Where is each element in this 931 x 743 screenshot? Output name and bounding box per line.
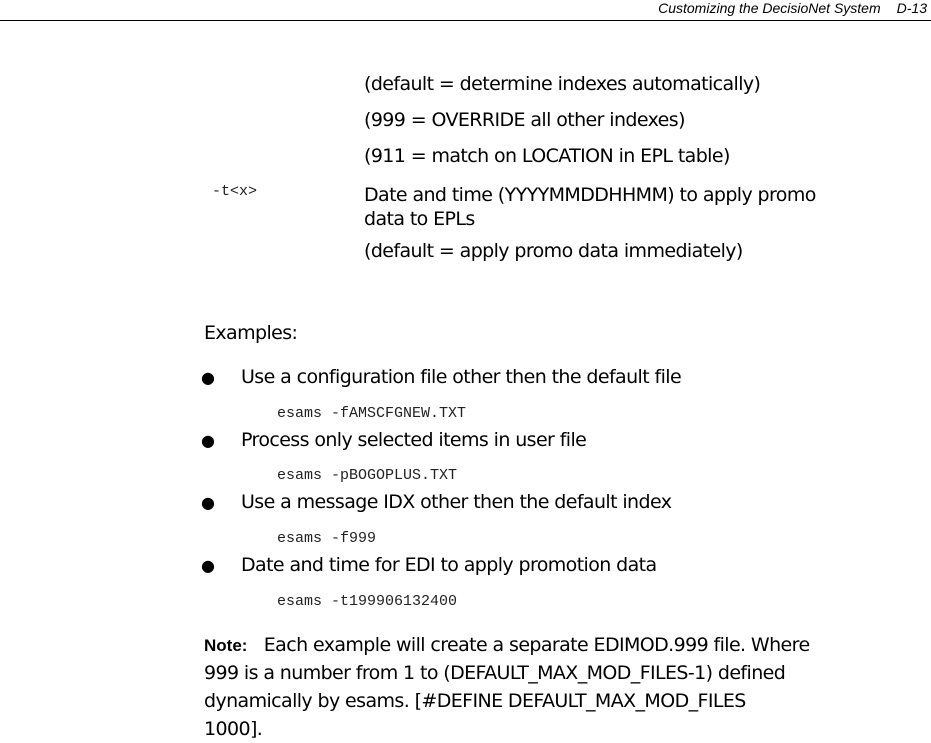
note-line4: 1000]. bbox=[204, 718, 263, 740]
example-3-text: Use a message IDX other then the default index bbox=[241, 491, 672, 513]
option-t-description-line3: (default = apply promo data immediately) bbox=[364, 240, 743, 262]
example-2-text: Process only selected items in user file bbox=[241, 429, 587, 451]
option-t-description-line2: data to EPLs bbox=[364, 208, 475, 230]
note-label: Note: bbox=[204, 636, 248, 655]
bullet-icon: ● bbox=[201, 431, 215, 450]
example-1-text: Use a configuration file other then the default file bbox=[241, 366, 682, 388]
bullet-icon: ● bbox=[201, 493, 215, 512]
example-3-command: esams -f999 bbox=[277, 530, 377, 547]
location-continuation-line: (911 = match on LOCATION in EPL table) bbox=[364, 145, 730, 167]
note-line2: 999 is a number from 1 to (DEFAULT_MAX_MOD_FILES-1) defined bbox=[204, 662, 786, 684]
header-title: Customizing the DecisioNet System bbox=[658, 0, 881, 16]
example-1-command: esams -fAMSCFGNEW.TXT bbox=[277, 405, 467, 422]
page-header bbox=[0, 0, 931, 21]
option-t-flag: -t<x> bbox=[212, 183, 258, 200]
override-continuation-line: (999 = OVERRIDE all other indexes) bbox=[364, 109, 685, 131]
note-text-line1: Each example will create a separate EDIMOD.999 file. Where bbox=[263, 634, 810, 656]
example-2-command: esams -pBOGOPLUS.TXT bbox=[277, 467, 458, 484]
page-number: D-13 bbox=[896, 0, 927, 16]
note-line1 bbox=[204, 634, 810, 657]
default-continuation-line: (default = determine indexes automatically) bbox=[364, 73, 761, 95]
examples-heading: Examples: bbox=[204, 322, 298, 344]
note-line3: dynamically by esams. [#DEFINE DEFAULT_MAX_MOD_FILES bbox=[204, 690, 746, 712]
example-4-command: esams -t199906132400 bbox=[277, 593, 458, 610]
bullet-icon: ● bbox=[201, 368, 215, 387]
running-header bbox=[658, 0, 927, 16]
option-t-description-line1: Date and time (YYYYMMDDHHMM) to apply promo bbox=[364, 184, 816, 206]
example-4-text: Date and time for EDI to apply promotion data bbox=[241, 554, 657, 576]
bullet-icon: ● bbox=[201, 556, 215, 575]
